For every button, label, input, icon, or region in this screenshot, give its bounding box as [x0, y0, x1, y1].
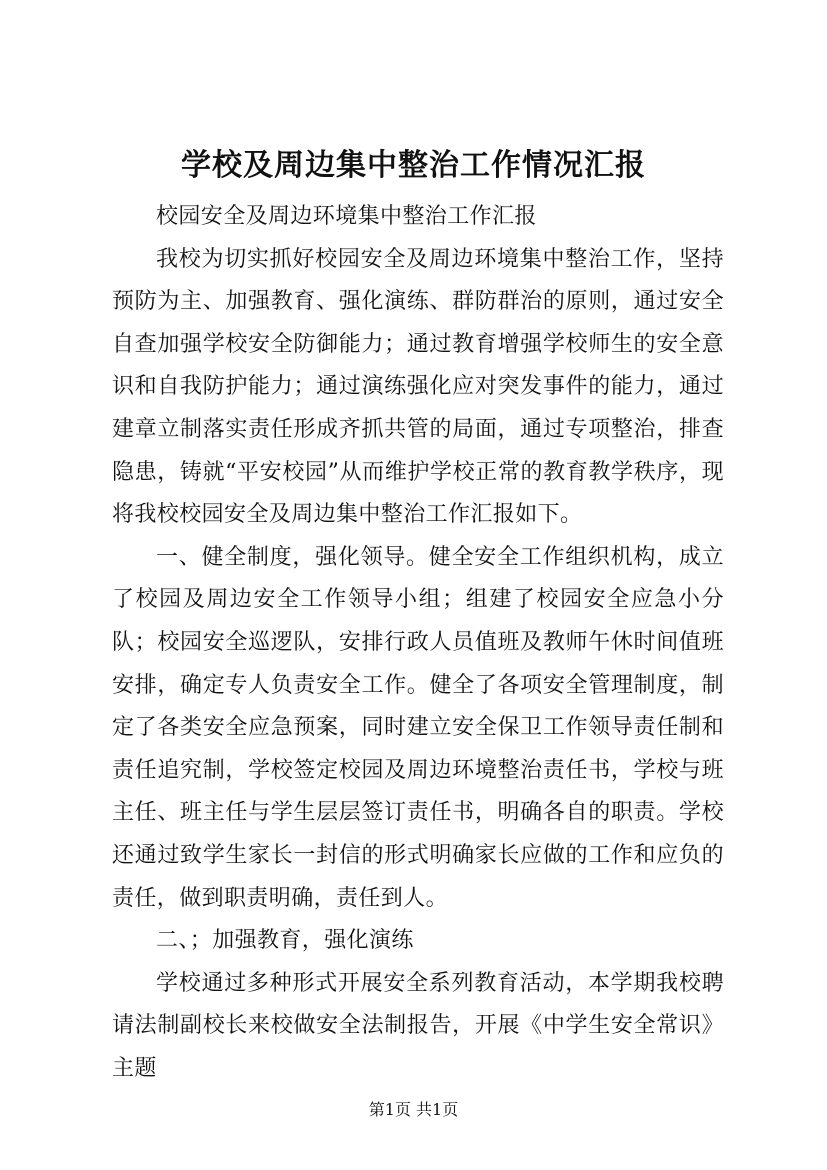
document-body — [112, 196, 724, 1090]
section-two-paragraph: 学校通过多种形式开展安全系列教育活动，本学期我校聘请法制副校长来校做安全法制报告，开展《中学生安全常识》主题 — [112, 970, 724, 1081]
subtitle-paragraph: 校园安全及周边环境集中整治工作汇报 — [156, 204, 537, 229]
section-two-heading: 二、；加强教育，强化演练 — [156, 928, 414, 954]
section-one-paragraph: 一、健全制度，强化领导。健全安全工作组织机构，成立了校园及周边安全工作领导小组；组建了校园安全应急小分队；校园安全巡逻队，安排行政人员值班及教师午休时间值班安排，确定专人负责安全工作。健全了各项安全管理制度，制定了各类安全应急预案，同时建立安全保卫工作领导责任制和责任追究制，学校签定校园及周边环境整治责任书，学校与班主任、班主任与学生层层签订责任书，明确各自的职责。学校还通过致学生家长一封信的形式明确家长应做的工作和应负的责任，做到职责明确，责任到人。 — [112, 544, 724, 911]
intro-paragraph: 我校为切实抓好校园安全及周边环境集中整治工作，坚持预防为主、加强教育、强化演练、群防群治的原则，通过安全自查加强学校安全防御能力；通过教育增强学校师生的安全意识和自我防护能力；通过演练强化应对突发事件的能力，通过建章立制落实责任形成齐抓共管的局面，通过专项整治，排查隐患，铸就“平安校园”从而维护学校正常的教育教学秩序，现将我校校园安全及周边集中整治工作汇报如下。 — [112, 246, 724, 528]
page-number-footer: 第1页 共1页 — [368, 1100, 459, 1119]
document-title: 学校及周边集中整治工作情况汇报 — [181, 148, 646, 183]
